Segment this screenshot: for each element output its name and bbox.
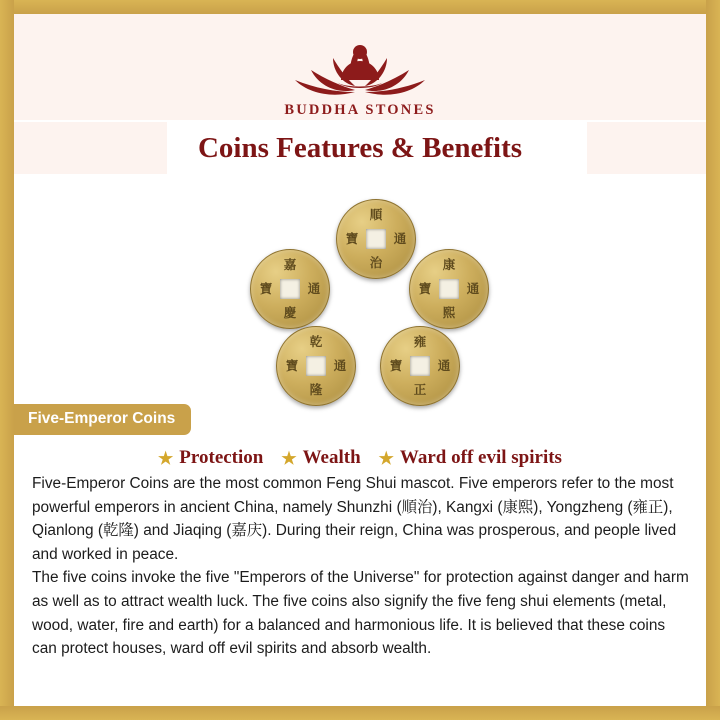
page-title: Coins Features & Benefits bbox=[197, 132, 523, 164]
title-band bbox=[14, 122, 706, 174]
coin-char-right: 通 bbox=[437, 359, 451, 373]
border-right bbox=[706, 0, 720, 720]
brand-name: BUDDHA STONES bbox=[284, 102, 436, 118]
coin-char-bottom: 慶 bbox=[283, 306, 297, 320]
benefits-row bbox=[14, 442, 706, 474]
lotus-meditation-icon bbox=[285, 28, 435, 100]
coin-hole bbox=[306, 356, 326, 376]
description-paragraph-1: Five-Emperor Coins are the most common Feng Shui mascot. Five emperors refer to the most powerful emperors in ancient China, namely Shunzhi (順治), Kangxi (康熙), Yongzheng (雍正), Qianlong (乾隆) and Jiaqing (嘉庆). During their reign, China was prosperous, and people lived and worked in peace. bbox=[32, 475, 677, 563]
coin-char-bottom: 正 bbox=[413, 383, 427, 397]
benefit-label: Ward off evil spirits bbox=[399, 447, 562, 468]
product-label-ribbon: Five-Emperor Coins bbox=[14, 404, 191, 435]
coin-char-right: 通 bbox=[307, 282, 321, 296]
coin-char-left: 寶 bbox=[285, 359, 299, 373]
coin-char-bottom: 熙 bbox=[442, 306, 456, 320]
benefit-ward-off-evil-spirits bbox=[379, 447, 562, 469]
coin-char-bottom: 治 bbox=[369, 256, 383, 270]
border-top bbox=[0, 0, 720, 14]
coin-char-top: 順 bbox=[369, 208, 383, 222]
coin-char-left: 寶 bbox=[418, 282, 432, 296]
star-icon: ★ bbox=[158, 448, 174, 468]
coin-hole bbox=[439, 279, 459, 299]
coin-char-bottom: 隆 bbox=[309, 383, 323, 397]
coin-char-top: 雍 bbox=[413, 335, 427, 349]
poster-inner bbox=[14, 14, 706, 706]
jiaqing-coin bbox=[250, 249, 330, 329]
benefit-label: Wealth bbox=[302, 447, 361, 468]
description-block bbox=[32, 472, 692, 661]
coin-hole bbox=[366, 229, 386, 249]
coin-char-right: 通 bbox=[333, 359, 347, 373]
qianlong-coin bbox=[276, 326, 356, 406]
description-paragraph-2: The five coins invoke the five "Emperors of the Universe" for protection against danger and harm as well as to attract wealth luck. The five coins also signify the five feng shui elements (metal, wood, water, fire and earth) for a balanced and harmonious life. It is believed that these coins can protect houses, ward off evil spirits and absorb wealth. bbox=[32, 569, 689, 658]
coin-char-left: 寶 bbox=[345, 232, 359, 246]
coin-hole bbox=[280, 279, 300, 299]
star-icon: ★ bbox=[281, 448, 297, 468]
border-left bbox=[0, 0, 14, 720]
benefit-protection bbox=[158, 447, 263, 469]
border-bottom bbox=[0, 706, 720, 720]
coin-char-top: 乾 bbox=[309, 335, 323, 349]
coin-char-left: 寶 bbox=[259, 282, 273, 296]
benefit-label: Protection bbox=[179, 447, 264, 468]
logo-block bbox=[14, 28, 706, 119]
kangxi-coin bbox=[409, 249, 489, 329]
coin-char-top: 嘉 bbox=[283, 258, 297, 272]
star-icon: ★ bbox=[378, 448, 394, 468]
shunzhi-coin bbox=[336, 199, 416, 279]
benefit-wealth bbox=[281, 447, 360, 469]
coin-char-top: 康 bbox=[442, 258, 456, 272]
coin-char-right: 通 bbox=[393, 232, 407, 246]
coin-char-left: 寶 bbox=[389, 359, 403, 373]
coin-hole bbox=[410, 356, 430, 376]
coin-char-right: 通 bbox=[466, 282, 480, 296]
coins-illustration bbox=[14, 174, 706, 409]
yongzheng-coin bbox=[380, 326, 460, 406]
brand-header bbox=[14, 14, 706, 120]
